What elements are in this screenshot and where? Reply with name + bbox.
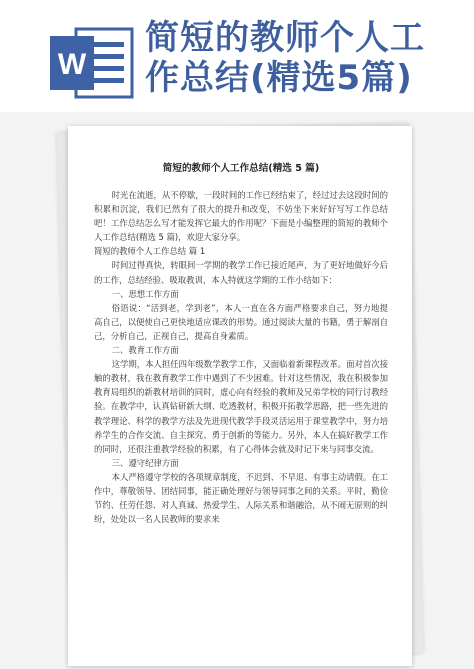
banner-title [145, 18, 465, 98]
document-paragraph: 一、思想工作方面 [111, 288, 179, 299]
banner-title-line-2: 作总结(精选5篇) [145, 58, 413, 98]
word-letter: W [57, 48, 87, 81]
word-document-icon [50, 26, 136, 100]
document-body [94, 162, 388, 526]
document-paragraph: 俗语说：“活到老，学到老”，本人一直在各方面严格要求自己，努力地提高自己，以便使自己更快地适应课改的形势。通过阅读大量的书籍，勇于解剖自己，分析自己，正视自己，提高自身素质。 [94, 302, 388, 341]
document-paragraph: 这学期，本人担任四年级数学教学工作，又面临着新课程改革。面对首次接触的教材，我在教育教学工作中遇到了不少困难。针对这些情况，我在积极参加教育局组织的新教材培训的同时，虚心向有经验的教师及兄弟学校的同行讨教经验。在教学中，认真钻研新大纲、吃透教材，积极开拓教学思路，把一些先进的教学理论、科学的教学方法及先进现代教学手段灵活运用于课堂教学中，努力培养学生的合作交流、自主探究、勇于创新的等能力。另外，本人在搞好教学工作的同时，还很注重教学经验的积累，有了心得体会就及时记下来与同事交流。 [94, 359, 388, 454]
banner [0, 0, 474, 112]
document-title: 简短的教师个人工作总结(精选 5 篇) [162, 163, 320, 174]
document-page [68, 126, 412, 666]
document-paragraphs [94, 188, 388, 526]
banner-title-line-1: 简短的教师个人工 [145, 18, 425, 58]
document-paragraph: 简短的教师个人工作总结 篇 1 [94, 246, 206, 257]
document-paragraph: 时间过得真快，转眼间一学期的教学工作已接近尾声，为了更好地做好今后的工作，总结经验、吸取教训，本人特就这学期的工作小结如下： [94, 260, 388, 285]
document-paragraph: 时光在流逝，从不停歇，一段时间的工作已经结束了，经过过去这段时间的积累和沉淀，我们已然有了很大的提升和改变，不妨坐下来好好写写工作总结吧！工作总结怎么写才能发挥它最大的作用呢？下面是小编整理的简短的教师个人工作总结(精选 5 篇)，欢迎大家分享。 [94, 190, 388, 243]
document-paragraph: 三、遵守纪律方面 [111, 457, 179, 468]
document-paragraph: 本人严格遵守学校的各项规章制度，不迟到、不早退、有事主动请假。在工作中，尊敬领导、团结同事，能正确处理好与领导同事之间的关系。平时，勤俭节约、任劳任怨、对人真诚、热爱学生、人际关系和谐融洽，从不闹无原则的纠纷，处处以一名人民教师的要求来 [94, 471, 388, 525]
document-paragraph: 二、教育工作方面 [111, 345, 179, 356]
